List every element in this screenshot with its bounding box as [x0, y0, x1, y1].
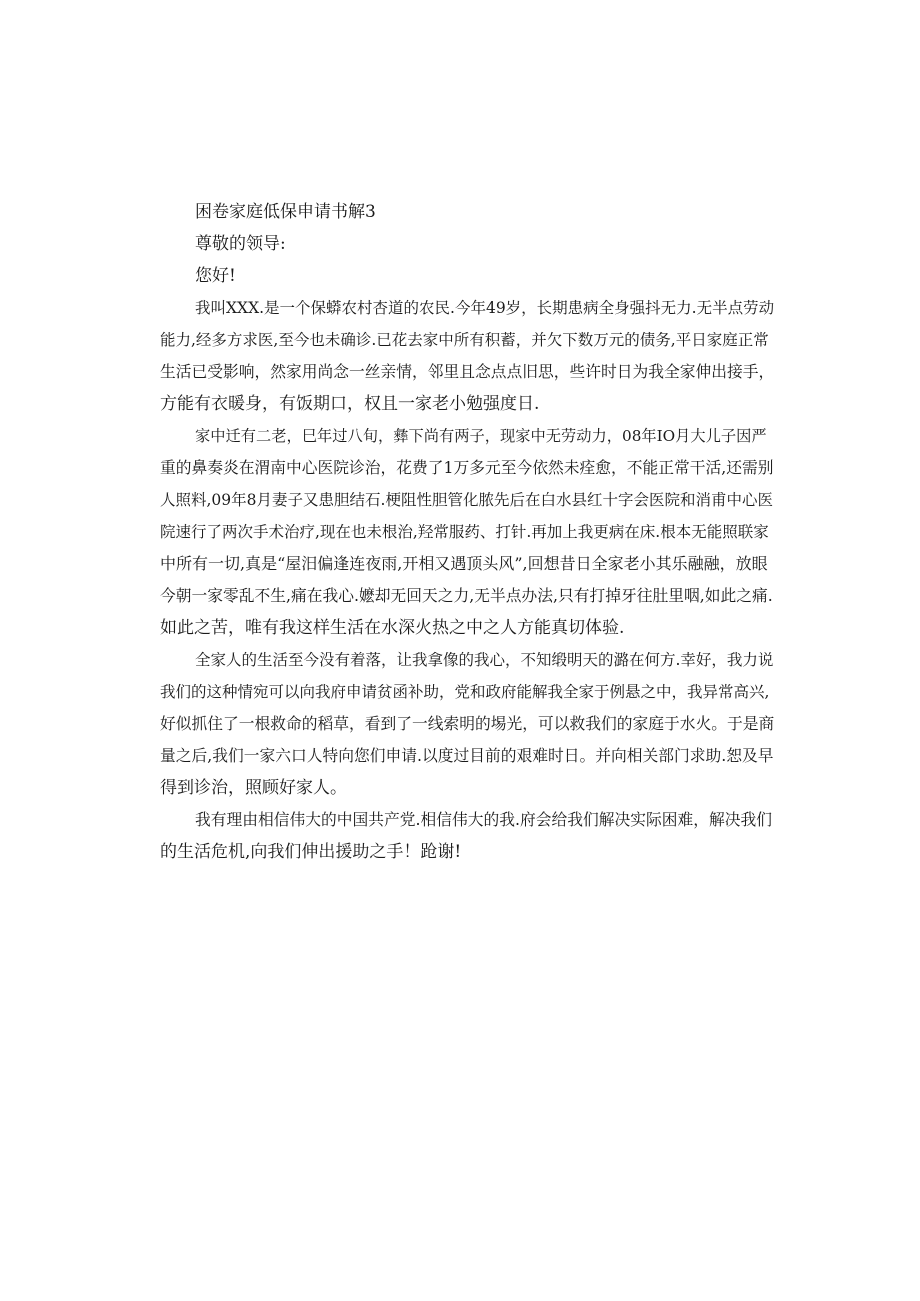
paragraph-4: [160, 804, 775, 868]
paragraph-line: 我叫XXX.是一个保蟒农村杏道的农民.今年49岁，长期患病全身强抖无力.无半点劳动: [195, 299, 775, 317]
paragraph-line: 我有理由相信伟大的中国共产党.相信伟大的我.府会给我们解决实际困难，解决我们: [195, 810, 773, 829]
paragraph-line: 重的鼻奏炎在渭南中心医院诊治，花费了1万多元至今依然未痊愈，不能正常干活,还需别: [160, 458, 774, 477]
paragraph-line: 我们的这种情宛可以向我府申请贫函补助，党和政府能解我全家于例悬之中，我异常高兴,: [160, 683, 770, 701]
salutation: 尊敬的领导:: [195, 234, 286, 254]
paragraph-line: 家中迁有二老，巳年过八旬，彝下尚有两子，现家中无劳动力，08年IO月大儿子因严: [195, 427, 767, 445]
paragraph-line: 的生活危机,向我们伸出援助之手！跄谢!: [160, 842, 462, 862]
paragraph-line: 如此之苦，唯有我这样生活在水深火热之中之人方能真切体验.: [160, 618, 625, 638]
paragraph-line: 得到诊治，照顾好家人。: [160, 778, 347, 798]
document-title: 困卷家庭低保申请书解3: [195, 202, 376, 222]
paragraph-line: 今朝一家零乱不生,痛在我心.嬷却无回天之力,无半点办法,只有打掉牙往肚里咽,如此之痛.: [160, 586, 773, 605]
paragraph-2: [160, 420, 775, 644]
paragraph-3: [160, 644, 775, 804]
paragraph-line: 能力,经多方求医,至今也未确诊.已花去家中所有积蓄，并欠下数万元的债务,平日家庭正常: [160, 331, 769, 349]
paragraph-line: 生活已受影响，然家用尚念一丝亲情，邻里且念点点旧思，些许时日为我全家伸出接手，: [160, 362, 775, 381]
paragraph-line: 量之后,我们一家六口人特向您们申请.以度过目前的艰难时日。并向相关部门求助.恕及早: [160, 746, 774, 765]
paragraph-1: [160, 292, 775, 420]
paragraph-line: 中所有一切,真是“屋汨偏逢连夜雨,开相又遇顶头风”,回想昔日全家老小其乐融融，放眼: [160, 554, 768, 573]
paragraph-line: 好似抓住了一根救命的稻草，看到了一线索明的埸光，可以救我们的家庭于水火。于是商: [160, 714, 775, 733]
greeting: 您好!: [195, 266, 236, 286]
paragraph-line: 方能有衣暖身，有饭期口，权且一家老小勉强度日.: [160, 394, 540, 414]
paragraph-line: 院速行了两次手术治疗,现在也未根治,羟常服药、打针.再加上我更病在床.根本无能照联家: [160, 523, 769, 541]
document-body: [160, 196, 775, 868]
paragraph-line: 人照料,09年8月妻子又患胆结石.梗阻性胆管化脓先后在白水县红十字会医院和消甫中心医: [160, 491, 773, 509]
paragraph-line: 全家人的生活至今没有着落，让我拿像的我心，不知缎明天的潞在何方.幸好，我力说: [195, 651, 774, 669]
